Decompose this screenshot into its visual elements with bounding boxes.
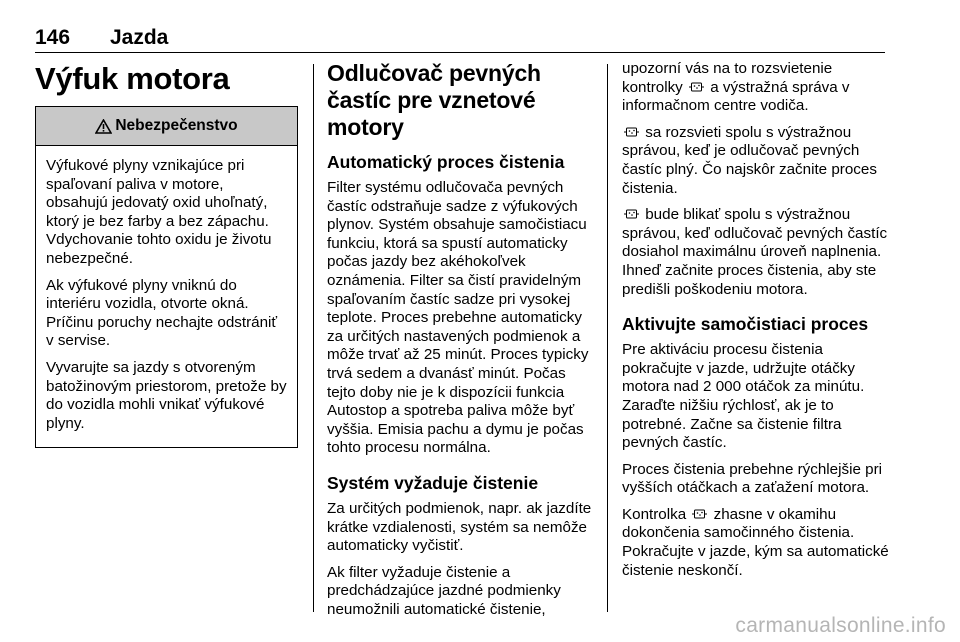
paragraph: Proces čistenia prebehne rýchlejšie pri vyšších otáčkach a zaťažení motora.	[622, 460, 883, 497]
particle-filter-lamp-icon	[689, 81, 704, 93]
text-run: sa rozsvieti spolu s výstražnou správou, keď je odlučovač pevných častíc plný. Čo najskôr začnite proces čistenia.	[622, 123, 877, 197]
warning-box	[35, 106, 298, 448]
page-number: 146	[35, 26, 71, 49]
warning-paragraph: Vyvarujte sa jazdy s otvoreným batožinovým priestorom, pretože by do vozidla mohli vnikať výfukové plyny.	[46, 358, 287, 432]
page-header	[35, 26, 885, 53]
text-run: Kontrolka	[622, 505, 687, 523]
warning-triangle-icon	[95, 119, 112, 134]
heading-particle-filter: Odlučovač pevných častíc pre vznetové motory	[327, 60, 541, 140]
particle-filter-lamp-icon	[692, 508, 707, 520]
watermark: carmanualsonline.info	[735, 614, 946, 637]
text-run: bude blikať spolu s výstražnou správou, keď odlučovač pevných častíc dosiahol maximálnu úroveň naplnenia. Ihneď začnite proces čistenia, aby ste predišli poškodeniu motora.	[622, 206, 888, 298]
section-title: Jazda	[110, 26, 169, 49]
paragraph: Pre aktiváciu procesu čistenia pokračujte v jazde, udržujte otáčky motora nad 2 000 otáčok za minútu. Zaraďte nižšiu rýchlosť, ak je to potrebné. Začne sa čistenie filtra pevných častíc.	[622, 341, 865, 452]
warning-body	[36, 146, 297, 447]
column-divider-1	[313, 64, 314, 612]
particle-filter-lamp-icon	[624, 208, 639, 220]
text-run: upozorní vás na to rozsvietenie kontrolky	[622, 60, 833, 96]
paragraph	[622, 60, 892, 116]
text-run: a výstražná správa v informačnom centre vodiča.	[622, 78, 850, 115]
paragraph: Ak filter vyžaduje čistenie a predchádzajúce jazdné podmienky neumožnili automatické čistenie,	[327, 563, 561, 618]
warning-title: Nebezpečenstvo	[115, 117, 238, 134]
paragraph	[622, 124, 892, 198]
subheading-activate-cleaning: Aktivujte samočistiaci proces	[622, 314, 869, 335]
heading-exhaust: Výfuk motora	[35, 61, 230, 96]
column-2	[327, 60, 593, 627]
paragraph: Za určitých podmienok, napr. ak jazdíte krátke vzdialenosti, systém sa nemôže automaticky vyčistiť.	[327, 499, 592, 555]
column-3	[622, 60, 892, 588]
particle-filter-lamp-icon	[624, 126, 639, 138]
warning-paragraph: Výfukové plyny vznikajúce pri spaľovaní paliva v motore, obsahujú jedovatý oxid uhoľnatý, ktorý je bez farby a bez zápachu. Vdychovanie tohto oxidu je životu nebezpečné.	[46, 157, 272, 267]
warning-header	[36, 107, 297, 146]
text-run: zhasne v okamihu dokončenia samočinného čistenia. Pokračujte v jazde, kým sa automatické čistenie neskončí.	[622, 505, 889, 579]
column-divider-2	[607, 64, 608, 612]
subheading-auto-cleaning: Automatický proces čistenia	[327, 152, 565, 172]
paragraph	[622, 206, 892, 299]
column-1	[35, 60, 298, 448]
subheading-cleaning-required: Systém vyžaduje čistenie	[327, 472, 539, 493]
paragraph: Filter systému odlučovača pevných častíc odstraňuje sadze z výfukových plynov. Systém obsahuje samočistiacu funkciu, ktorá sa spustí automaticky počas jazdy bez akéhokoľvek oznámenia. Filter sa čistí pravidelným spaľovaním častíc sadze pri vysokej teplote. Proces prebehne automaticky za určitých nastavených podmienok a môže trvať až 25 minút. Proces typicky trvá sedem a dvanásť minút. Počas tejto doby nie je k dispozícii funkcia Autostop a spotreba paliva môže byť vyššia. Emisia pachu a dymu je počas tohto procesu normálna.	[327, 179, 589, 457]
paragraph	[622, 506, 892, 580]
warning-paragraph: Ak výfukové plyny vniknú do interiéru vozidla, otvorte okná. Príčinu poruchy nechajte odstrániť v servise.	[46, 276, 278, 350]
